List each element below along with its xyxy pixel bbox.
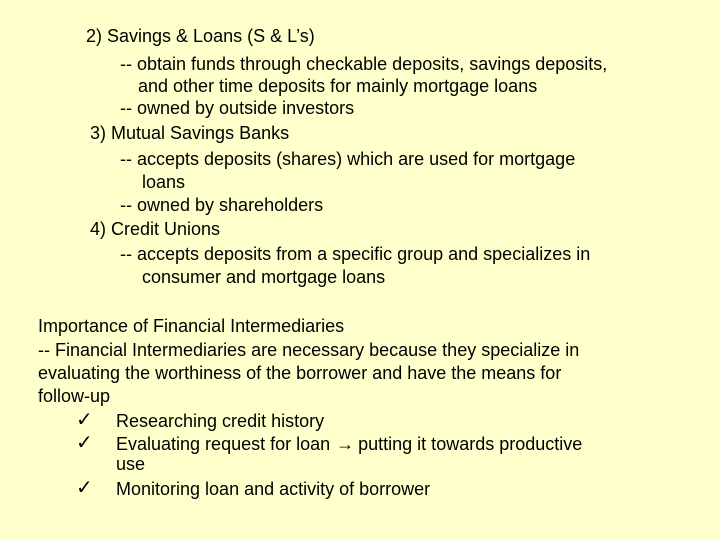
checkmark-icon: ✓	[76, 409, 93, 431]
item4-line1: -- accepts deposits from a specific group and specializes in	[120, 244, 591, 264]
importance-para-line2: evaluating the worthiness of the borrower and have the means for	[38, 363, 562, 383]
item2-line3: -- owned by outside investors	[120, 98, 355, 118]
item3-line3: -- owned by shareholders	[120, 195, 324, 215]
item3-line1: -- accepts deposits (shares) which are used for mortgage	[120, 149, 576, 169]
importance-heading: Importance of Financial Intermediaries	[38, 316, 345, 336]
item3-title: 3) Mutual Savings Banks	[90, 123, 290, 143]
item3-line2: loans	[142, 172, 186, 192]
importance-para-line3: follow-up	[38, 386, 111, 406]
bullet-evaluate-request	[116, 433, 582, 455]
checkmark-icon: ✓	[76, 432, 93, 454]
bullet-evaluate-request-line2: use	[116, 454, 146, 474]
item4-title: 4) Credit Unions	[90, 219, 221, 239]
bullet-evaluate-request-text: Evaluating request for loan	[116, 434, 331, 454]
arrow-right-icon: →	[336, 434, 355, 454]
bullet-research-credit: Researching credit history	[116, 411, 325, 431]
bullet-evaluate-request-text-2: putting it towards productive	[358, 434, 583, 454]
importance-para-line1: -- Financial Intermediaries are necessary because they specialize in	[38, 340, 580, 360]
item2-line2: and other time deposits for mainly mortgage loans	[138, 76, 538, 96]
item2-title: 2) Savings & Loans (S & L’s)	[86, 26, 315, 46]
item2-line1: -- obtain funds through checkable deposits, savings deposits,	[120, 54, 608, 74]
checkmark-icon: ✓	[76, 477, 93, 499]
bullet-monitor-loan: Monitoring loan and activity of borrower	[116, 479, 431, 499]
item4-line2: consumer and mortgage loans	[142, 267, 386, 287]
